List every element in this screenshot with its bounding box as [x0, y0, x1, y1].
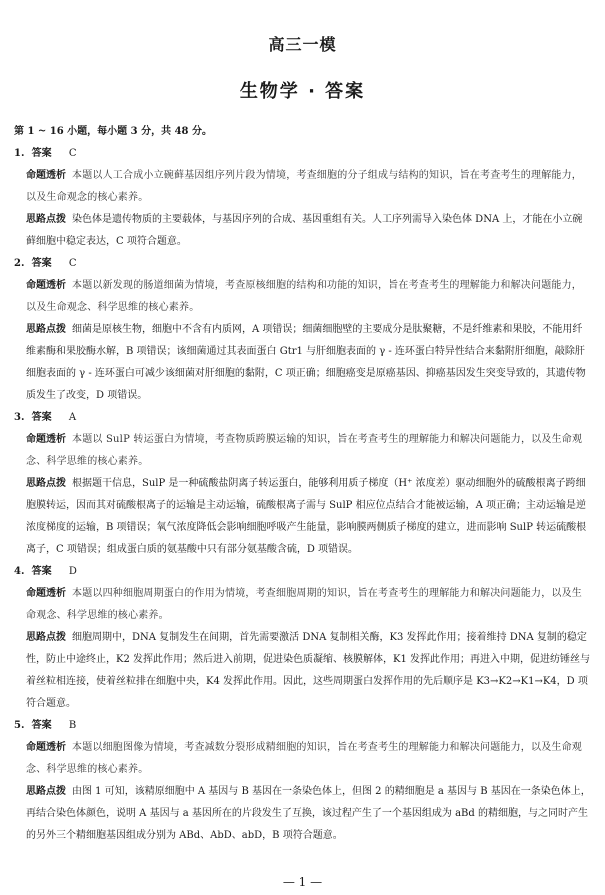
analysis-label: 命题透析: [26, 434, 66, 445]
analysis-text: 本题以四种细胞周期蛋白的作用为情境，考查细胞周期的知识，旨在考查考生的理解能力和解决问题能力，以及生命观念、科学思维的核心素养。: [26, 588, 582, 621]
hint-label: 思路点拨: [26, 786, 66, 797]
question-header: [0, 253, 605, 275]
analysis-text: 本题以人工合成小立碗藓基因组序列片段为情境，考查细胞的分子组成与结构的知识，旨在考查考生的理解能力，以及生命观念的核心素养。: [26, 170, 582, 203]
hint-paragraph: [26, 627, 591, 715]
analysis-label: 命题透析: [26, 588, 66, 599]
answer-label: 答案: [31, 258, 52, 269]
question-number: 4.: [14, 566, 25, 577]
question-header: [0, 143, 605, 165]
hint-text: 由图 1 可知，该精原细胞中 A 基因与 B 基因在一条染色体上，但图 2 的精细胞是 a 基因与 B 基因在一条染色体上，再结合染色体颜色，说明 A 基因与 a 基因所在的片段发生了互换，该过程产生了一个基因组成为 aBd 的精细胞，与之同时产生的另外三个精细胞基因组成分别为 ABd、AbD、abD，B 项符合题意。: [26, 786, 591, 841]
answer-content: [0, 121, 605, 847]
hint-paragraph: [26, 319, 591, 407]
subject-title: 生物学 · 答案: [239, 81, 366, 102]
hint-label: 思路点拨: [26, 478, 66, 489]
analysis-label: 命题透析: [26, 170, 66, 181]
answer-label: 答案: [31, 720, 52, 731]
hint-text: 细菌是原核生物，细胞中不含有内质网，A 项错误；细菌细胞壁的主要成分是肽聚糖，不是纤维素和果胶，不能用纤维素酶和果胶酶水解，B 项错误；该细菌通过其表面蛋白 Gtr1 与肝细胞表面的 γ - 连环蛋白特异性结合来黏附肝细胞，敲除肝细胞表面的 γ - 连环蛋白可减少该细菌对肝细胞的黏附，C 项正确；细胞癌变是原癌基因、抑癌基因发生突变导致的，其遗传物质发生了改变，D 项错误。: [26, 324, 586, 401]
analysis-paragraph: [26, 165, 591, 209]
hint-paragraph: [26, 473, 591, 561]
question-number: 5.: [14, 720, 25, 731]
question-number: 1.: [14, 148, 25, 159]
analysis-paragraph: [26, 583, 591, 627]
answer-label: 答案: [31, 148, 52, 159]
question-number: 2.: [14, 258, 25, 269]
question-header: [0, 407, 605, 429]
question-header: [0, 561, 605, 583]
answer-letter: D: [68, 566, 77, 577]
analysis-label: 命题透析: [26, 742, 66, 753]
hint-text: 根据题干信息，SulP 是一种硫酸盐阴离子转运蛋白，能够利用质子梯度（H⁺ 浓度差）驱动细胞外的硫酸根离子跨细胞膜转运，因而其对硫酸根离子的运输是主动运输，硫酸根离子需与 SulP 相应位点结合才能被运输，A 项正确；主动运输是逆浓度梯度的运输，B 项错误；氧气浓度降低会影响细胞呼吸产生能量，影响膜两侧质子梯度的建立，进而影响 SulP 转运硫酸根离子，C 项错误；组成蛋白质的氨基酸中只有部分氨基酸含硫，D 项错误。: [26, 478, 587, 555]
analysis-paragraph: [26, 275, 591, 319]
section-intro: 第 1 ~ 16 小题，每小题 3 分，共 48 分。: [14, 126, 212, 137]
hint-paragraph: [26, 209, 591, 253]
hint-text: 细胞周期中，DNA 复制发生在间期，首先需要激活 DNA 复制相关酶，K3 发挥此作用；接着维持 DNA 复制的稳定性，防止中途终止，K2 发挥此作用；然后进入前期，促进染色质凝缩、核膜解体，K1 发挥此作用；再进入中期，促进纺锤丝与着丝粒相连接，使着丝粒排在细胞中央，K4 发挥此作用。因此，这些周期蛋白发挥作用的先后顺序是 K3→K2→K1→K4，D 项符合题意。: [26, 632, 591, 709]
exam-title: 高三一模: [268, 35, 337, 54]
answer-letter: C: [68, 148, 77, 159]
answer-label: 答案: [31, 566, 52, 577]
hint-label: 思路点拨: [26, 324, 66, 335]
answer-letter: C: [68, 258, 77, 269]
answer-label: 答案: [31, 412, 52, 423]
analysis-paragraph: [26, 429, 591, 473]
answer-letter: B: [68, 720, 77, 731]
hint-label: 思路点拨: [26, 214, 66, 225]
analysis-text: 本题以新发现的肠道细菌为情境，考查原核细胞的结构和功能的知识，旨在考查考生的理解能力和解决问题能力，以及生命观念、科学思维的核心素养。: [26, 280, 582, 313]
hint-text: 染色体是遗传物质的主要载体，与基因序列的合成、基因重组有关。人工序列需导入染色体 DNA 上，才能在小立碗藓细胞中稳定表达，C 项符合题意。: [26, 214, 583, 247]
analysis-text: 本题以细胞图像为情境，考查减数分裂形成精细胞的知识，旨在考查考生的理解能力和解决问题能力，以及生命观念、科学思维的核心素养。: [26, 742, 582, 775]
page-number: — 1 —: [282, 875, 323, 889]
question-header: [0, 715, 605, 737]
analysis-paragraph: [26, 737, 591, 781]
question-number: 3.: [14, 412, 25, 423]
answer-letter: A: [68, 412, 77, 423]
hint-paragraph: [26, 781, 591, 847]
analysis-label: 命题透析: [26, 280, 66, 291]
analysis-text: 本题以 SulP 转运蛋白为情境，考查物质跨膜运输的知识，旨在考查考生的理解能力和解决问题能力，以及生命观念、科学思维的核心素养。: [26, 434, 583, 467]
hint-label: 思路点拨: [26, 632, 66, 643]
